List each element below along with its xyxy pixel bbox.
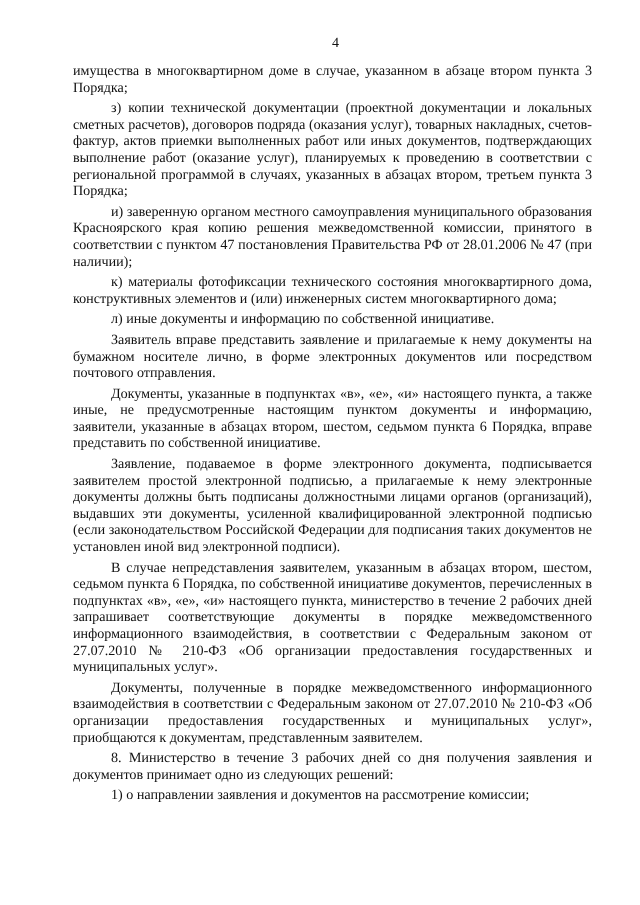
- paragraph-item-i: и) заверенную органом местного самоуправления муниципального образования Красноярского края копию решения межведомственной комиссии, принятого в соответствии с пунктом 47 постановления Правительства РФ от 28.01.2006 № 47 (при наличии);: [73, 203, 592, 270]
- paragraph-property-continuation: имущества в многоквартирном доме в случае, указанном в абзаце втором пункта 3 Порядка;: [73, 63, 592, 96]
- paragraph-electronic-signature: Заявление, подаваемое в форме электронного документа, подписывается заявителем простой электронной подписью, а прилагаемые к нему электронные документы должны быть подписаны должностными лицами органов (организаций), выдавших эти документы, усиленной квалифицированной электронной подписью (если законодательством Российской Федерации для подписания таких документов не установлен иной вид электронной подписи).: [73, 456, 592, 556]
- paragraph-submission-methods: Заявитель вправе представить заявление и прилагаемые к нему документы на бумажном носителе лично, в форме электронных документов или посредством почтового отправления.: [73, 331, 592, 382]
- paragraph-interagency-request: В случае непредставления заявителем, указанным в абзацах втором, шестом, седьмом пункта 6 Порядка, по собственной инициативе документов, перечисленных в подпунктах «в», «е», «и» настоящего пункта, министерство в течение 2 рабочих дней запрашивает соответствующие документы в порядке межведомственного информационного взаимодействия, в соответствии с Федеральным законом от 27.07.2010 № 210-ФЗ «Об организации предоставления государственных и муниципальных услуг».: [73, 559, 592, 676]
- paragraph-received-documents: Документы, полученные в порядке межведомственного информационного взаимодействия в соответствии с Федеральным законом от 27.07.2010 № 210-ФЗ «Об организации предоставления государственных и муниципальных услуг», приобщаются к документам, представленным заявителем.: [73, 679, 592, 746]
- paragraph-item-l: л) иные документы и информацию по собственной инициативе.: [111, 311, 495, 328]
- paragraph-item-z: з) копии технической документации (проектной документации и локальных сметных расчетов), договоров подряда (оказания услуг), товарных накладных, счетов-фактур, актов приемки выполненных работ или иных документов, подтверждающих выполнение работ (оказание услуг), планируемых к проведению в соответствии с региональной программой в случаях, указанных в абзацах втором, третьем пункта 3 Порядка;: [73, 100, 592, 200]
- paragraph-ministry-decision: 8. Министерство в течение 3 рабочих дней со дня получения заявления и документов принимает одно из следующих решений:: [73, 750, 592, 783]
- paragraph-decision-option-1: 1) о направлении заявления и документов на рассмотрение комиссии;: [111, 787, 530, 804]
- paragraph-item-k: к) материалы фотофиксации технического состояния многоквартирного дома, конструктивных элементов и (или) инженерных систем многоквартирного дома;: [73, 274, 592, 307]
- paragraph-own-initiative-documents: Документы, указанные в подпунктах «в», «е», «и» настоящего пункта, а также иные, не предусмотренные настоящим пунктом документы и информацию, заявители, указанные в абзацах втором, шестом, седьмом пункта 6 Порядка, вправе представить по собственной инициативе.: [73, 385, 592, 452]
- page-number: 4: [332, 36, 339, 51]
